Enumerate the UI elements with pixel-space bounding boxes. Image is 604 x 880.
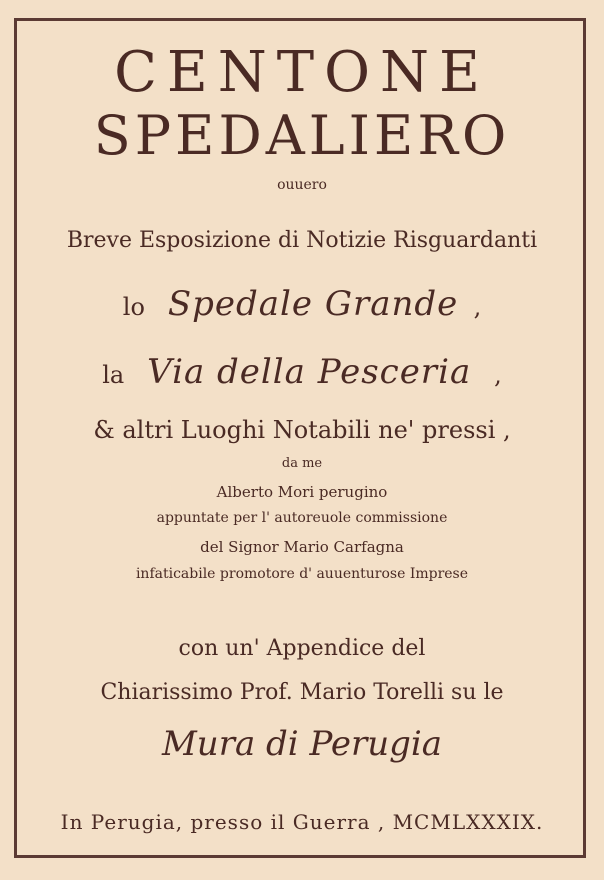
via-suffix: , bbox=[494, 361, 502, 389]
altri-luoghi-line: & altri Luoghi Notabili ne' pressi , bbox=[93, 416, 511, 444]
ouuero-text: ouuero bbox=[277, 177, 327, 193]
spedale-prefix: lo bbox=[122, 293, 145, 321]
via-line bbox=[0, 352, 604, 392]
appuntate-line: appuntate per l' autoreuole commissione bbox=[156, 510, 448, 526]
spedale-name: Spedale Grande bbox=[167, 284, 459, 324]
via-name: Via della Pesceria bbox=[147, 352, 472, 392]
via-prefix: la bbox=[102, 361, 125, 389]
appendix-title: Mura di Perugia bbox=[161, 724, 443, 764]
appendix-intro: con un' Appendice del bbox=[178, 636, 426, 661]
spedale-line bbox=[0, 284, 604, 324]
infaticabile-line: infaticabile promotore d' auuenturose Imprese bbox=[135, 566, 469, 582]
title-line-1: CENTONE bbox=[114, 40, 490, 105]
appendix-author: Chiarissimo Prof. Mario Torelli su le bbox=[100, 680, 504, 705]
imprint-line: In Perugia, presso il Guerra , MCMLXXXIX. bbox=[60, 810, 544, 834]
signor-line: del Signor Mario Carfagna bbox=[200, 538, 404, 556]
title-line-2: SPEDALIERO bbox=[93, 104, 511, 167]
da-me-text: da me bbox=[281, 456, 323, 471]
spedale-suffix: , bbox=[473, 293, 482, 321]
subtitle: Breve Esposizione di Notizie Risguardanti bbox=[66, 228, 538, 253]
author-name: Alberto Mori perugino bbox=[216, 483, 388, 501]
